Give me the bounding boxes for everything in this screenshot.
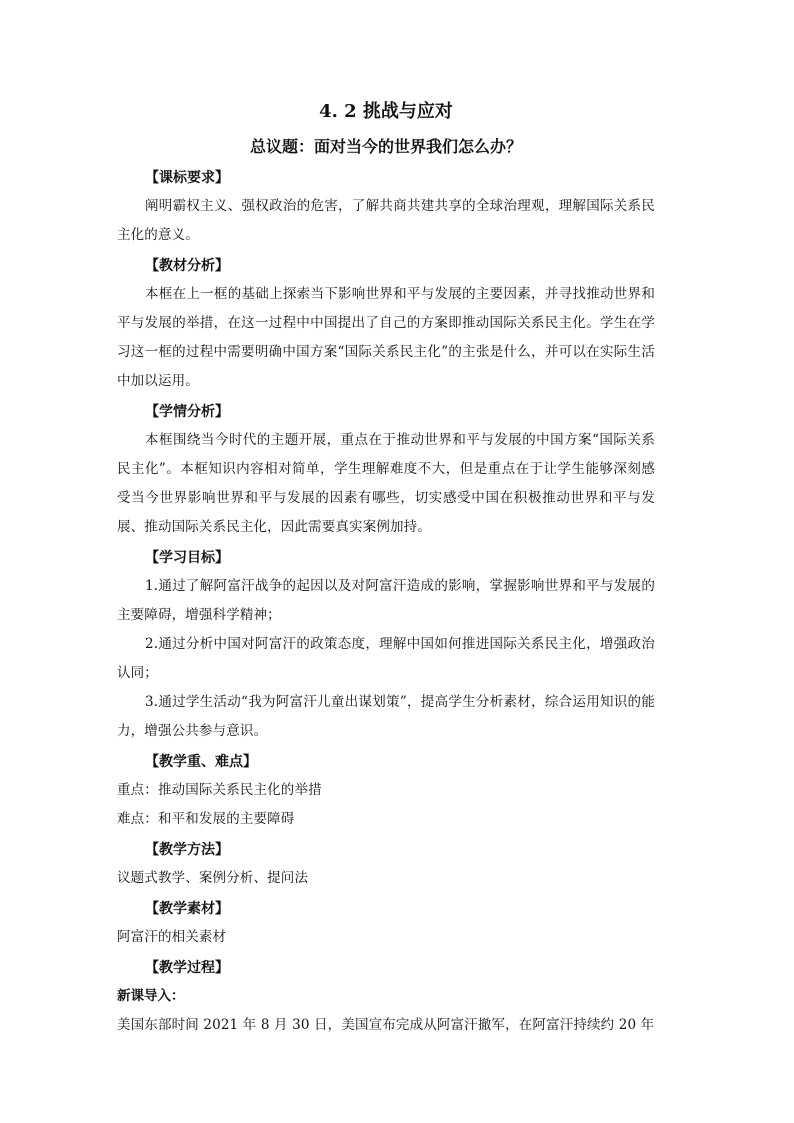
page-subtitle: 总议题：面对当今的世界我们怎么办？ (249, 137, 522, 156)
section-curriculum-requirements (117, 164, 655, 250)
section-heading: 【学习目标】 (145, 550, 229, 566)
section-teaching-material (117, 895, 655, 952)
section-learning-objectives (117, 544, 655, 746)
section-textbook-analysis (117, 252, 655, 396)
section-student-analysis (117, 398, 655, 542)
teaching-method-text: 议题式教学、案例分析、提问法 (117, 870, 309, 886)
objective-item: 1.通过了解阿富汗战争的起因以及对阿富汗造成的影响，掌握影响世界和平与发展的主要障碍，增强科学精神； (117, 578, 655, 623)
key-point-focus: 重点：推动国际关系民主化的举措 (117, 782, 322, 798)
key-point-difficulty: 难点：和平和发展的主要障碍 (117, 811, 295, 827)
section-heading: 【教学方法】 (145, 842, 229, 858)
section-heading: 【教材分析】 (145, 258, 229, 274)
document-content (117, 96, 655, 1040)
section-teaching-process (117, 954, 655, 1040)
objective-item: 3.通过学生活动“我为阿富汗儿童出谋划策”，提高学生分析素材，综合运用知识的能力，增强公共参与意识。 (117, 694, 655, 739)
intro-label: 新课导入： (117, 988, 185, 1004)
page-title: 4. 2 挑战与应对 (319, 101, 453, 122)
section-paragraph: 本框在上一框的基础上探索当下影响世界和平与发展的主要因素，并寻找推动世界和平与发展的举措，在这一过程中中国提出了自己的方案即推动国际关系民主化。学生在学习这一框的过程中需要明确中国方案“国际关系民主化”的主张是什么，并可以在实际生活中加以运用。 (117, 286, 655, 389)
section-teaching-method (117, 836, 655, 893)
section-heading: 【教学过程】 (145, 960, 229, 976)
intro-text: 美国东部时间 2021 年 8 月 30 日，美国宣布完成从阿富汗撤军，在阿富汗持续约 20 年 (117, 1017, 655, 1033)
section-paragraph: 阐明霸权主义、强权政治的危害，了解共商共建共享的全球治理观，理解国际关系民主化的意义。 (117, 198, 655, 243)
section-heading: 【学情分析】 (145, 404, 229, 420)
objective-item: 2.通过分析中国对阿富汗的政策态度，理解中国如何推进国际关系民主化，增强政治认同； (117, 636, 655, 681)
teaching-material-text: 阿富汗的相关素材 (117, 929, 227, 945)
section-heading: 【教学重、难点】 (145, 754, 257, 770)
section-paragraph: 本框围绕当今时代的主题开展，重点在于推动世界和平与发展的中国方案“国际关系民主化”。本框知识内容相对简单，学生理解难度不大，但是重点在于让学生能够深刻感受当今世界影响世界和平与发展的因素有哪些，切实感受中国在积极推动世界和平与发展、推动国际关系民主化，因此需要真实案例加持。 (117, 432, 655, 535)
section-heading: 【课标要求】 (145, 170, 229, 186)
section-key-points (117, 748, 655, 834)
section-heading: 【教学素材】 (145, 901, 229, 917)
